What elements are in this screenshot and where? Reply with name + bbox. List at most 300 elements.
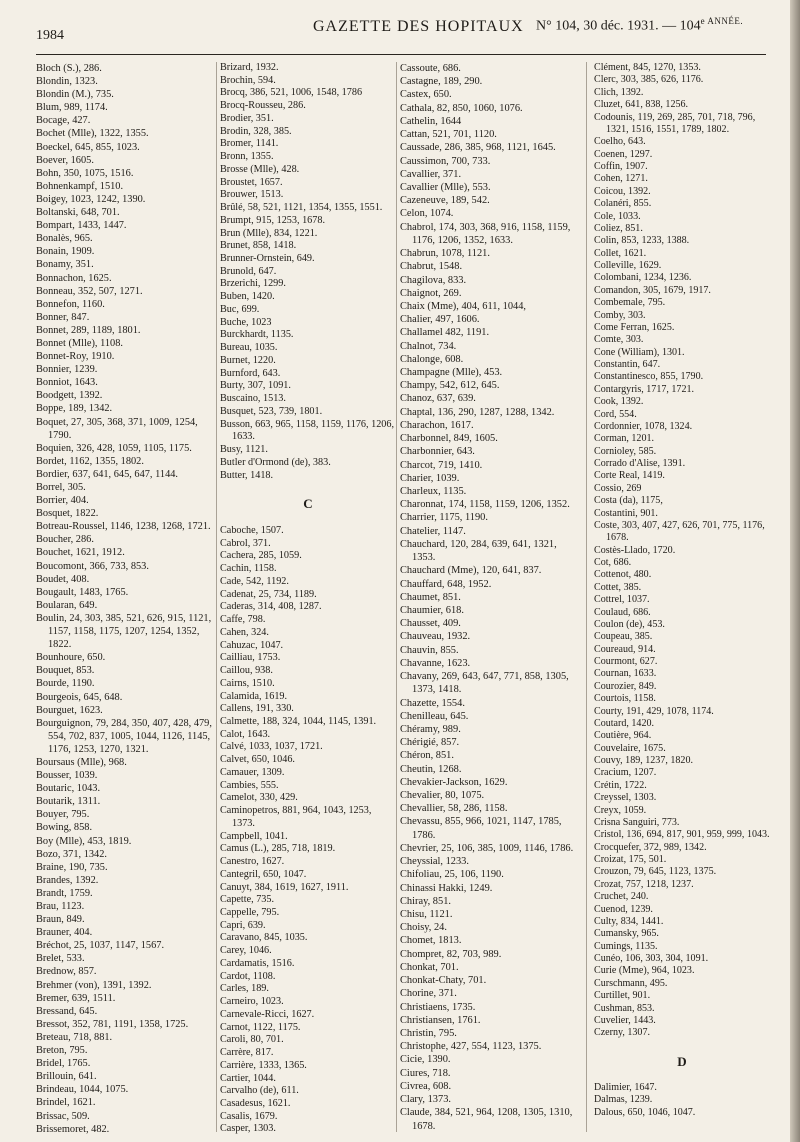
index-entry: Boucher, 286. [36,534,94,546]
index-entry: Caravano, 845, 1035. [220,932,308,944]
index-entry: Bousser, 1039. [36,770,98,782]
index-entry: Boever, 1605. [36,154,94,166]
index-entry: Bloch (S.), 286. [36,63,102,74]
index-entry: Borrel, 305. [36,482,86,493]
index-entry: Boutarik, 1311. [36,796,101,808]
annee-text: e ANNÉE. [700,16,744,26]
page-edge [790,0,800,1142]
index-entry: Casalis, 1679. [220,1110,278,1122]
index-entry: Bonnachon, 1625. [36,272,112,284]
index-entry: Crozat, 757, 1218, 1237. [594,878,694,890]
index-entry: Boudet, 408. [36,573,90,585]
index-entry: Bozo, 371, 1342. [36,848,107,860]
index-entry: Caderas, 314, 408, 1287. [220,601,322,613]
index-entry: Boltanski, 648, 701. [36,207,120,219]
index-entry: Burnet, 1220. [220,354,276,366]
index-entry: Bonneau, 352, 507, 1271. [36,285,143,297]
index-entry: Chompret, 82, 703, 989. [400,948,502,960]
index-entry: Chavanne, 1623. [400,657,471,669]
index-entry: Cot, 686. [594,557,632,568]
index-entry: Champy, 542, 612, 645. [400,380,500,392]
index-entry: Charier, 1039. [400,472,460,484]
index-entry: Chenilleau, 645. [400,710,469,722]
index-column-1 [36,62,216,1136]
index-entry: Chaignot, 269. [400,287,462,299]
index-entry: Chabrol, 174, 303, 368, 916, 1158, 1159, 1176, 1206, 1352, 1633. [400,221,571,246]
index-entry: Busquet, 523, 739, 1801. [220,405,323,417]
index-entry: Carey, 1046. [220,945,272,957]
index-entry: Cheutin, 1268. [400,763,462,775]
index-entry: Clerc, 303, 385, 626, 1176. [594,74,704,86]
index-entry: Contargyris, 1717, 1721. [594,383,695,395]
index-entry: Bonnet, 289, 1189, 1801. [36,324,141,336]
index-entry: Cathala, 82, 850, 1060, 1076. [400,102,523,114]
index-entry: Bouchet, 1621, 1912. [36,547,125,559]
index-entry: Bréchot, 25, 1037, 1147, 1567. [36,940,165,952]
index-entry: Brumpt, 915, 1253, 1678. [220,214,325,226]
index-entry: Cavallier (Mlle), 553. [400,181,491,193]
issue-text: N° 104, 30 déc. 1931. — 104 [536,18,701,34]
index-entry: Brissemoret, 482. [36,1123,110,1135]
index-entry: Cook, 1392. [594,396,644,408]
index-entry: Brodin, 328, 385. [220,125,292,137]
index-entry: Chatelier, 1147. [400,525,466,537]
index-entry: Chinassi Hakki, 1249. [400,882,493,894]
index-entry: Boutaric, 1043. [36,783,101,795]
index-entry: Cluzet, 641, 838, 1256. [594,99,689,111]
index-entry: Brocq-Rousseu, 286. [220,100,306,112]
index-column-4 [594,62,770,1119]
index-entry: Christophe, 427, 554, 1123, 1375. [400,1041,542,1053]
index-entry: Boquien, 326, 428, 1059, 1105, 1175. [36,442,192,454]
index-entry: Bridel, 1765. [36,1058,91,1070]
index-entry: Blondin, 1323. [36,76,98,88]
index-entry: Brissac, 509. [36,1110,90,1122]
index-entry: Cottenot, 480. [594,569,652,581]
index-entry: Crouzon, 79, 645, 1123, 1375. [594,866,717,878]
index-entry: Charbonnel, 849, 1605. [400,433,498,445]
index-entry: Chabrun, 1078, 1121. [400,248,490,260]
index-entry: Burty, 307, 1091. [220,380,291,392]
index-entry: Cartier, 1044. [220,1072,276,1084]
issue-info [536,16,743,35]
index-entry: Camus (L.), 285, 718, 1819. [220,843,336,855]
index-entry: Colanéri, 855. [594,198,652,210]
index-entry: Bohn, 350, 1075, 1516. [36,167,134,179]
index-entry: Celon, 1074. [400,208,454,220]
index-entry: Bosquet, 1822. [36,508,99,520]
index-entry: Cohen, 1271. [594,173,648,185]
index-column-3 [400,62,580,1133]
index-entry: Brednow, 857. [36,966,97,978]
index-entry: Chabrut, 1548. [400,261,463,273]
index-entry: Chifoliau, 25, 106, 1190. [400,869,504,881]
index-entry: Carneiro, 1023. [220,996,284,1008]
index-entry: Casper, 1303. [220,1123,276,1135]
index-entry: Capri, 639. [220,919,266,931]
index-entry: Cottet, 385. [594,581,642,593]
index-entry: Chausset, 409. [400,618,461,630]
index-entry: Braun, 849. [36,914,85,926]
index-entry: Dalous, 650, 1046, 1047. [594,1106,696,1118]
index-entry: Caroli, 80, 701. [220,1034,284,1046]
index-entry: Curie (Mme), 964, 1023. [594,965,695,977]
index-entry: Clary, 1373. [400,1094,451,1106]
index-entry: Calvet, 650, 1046. [220,754,295,766]
index-entry: Campbell, 1041. [220,830,288,842]
index-entry: Comby, 303. [594,309,646,321]
index-entry: Bougault, 1483, 1765. [36,586,129,598]
index-entry: Chaptal, 136, 290, 1287, 1288, 1342. [400,406,555,418]
index-entry: Camelot, 330, 429. [220,792,298,804]
index-entry: Brocq, 386, 521, 1006, 1548, 1786 [220,87,363,99]
index-entry: Bonalès, 965. [36,233,93,245]
index-entry: Bronn, 1355. [220,151,274,163]
index-entry: Charleux, 1135. [400,486,467,497]
index-entry: Cassoute, 686. [400,63,461,74]
index-entry: Bowing, 858. [36,822,93,834]
index-entry: Borrier, 404. [36,495,89,507]
index-entry: Bonain, 1909. [36,246,95,258]
index-entry: Chalnot, 734. [400,340,457,352]
index-entry: Carvalho (de), 611. [220,1085,299,1097]
index-entry: Chavany, 269, 643, 647, 771, 858, 1305, 1373, 1418. [400,671,569,696]
index-entry: Coulon (de), 453. [594,618,665,630]
index-entry: Coffin, 1907. [594,161,648,172]
index-entry: Courty, 191, 429, 1078, 1174. [594,705,714,717]
index-entry: Cottrel, 1037. [594,594,650,606]
index-entry: Cone (William), 1301. [594,346,685,358]
index-entry: Boulin, 24, 303, 385, 521, 626, 915, 1121, 1157, 1158, 1175, 1207, 1254, 1352, 1822. [36,612,212,651]
index-entry: Boursaus (Mlle), 968. [36,756,127,768]
index-entry: Brauner, 404. [36,927,93,939]
index-entry: Brunold, 647. [220,265,277,277]
index-entry: Charrier, 1175, 1190. [400,512,488,524]
index-entry: Boy (Mlle), 453, 1819. [36,835,132,847]
index-entry: Bohnenkampf, 1510. [36,180,124,192]
index-entry: Broustet, 1657. [220,176,283,188]
index-entry: Brandt, 1759. [36,887,93,899]
index-entry: Chauffard, 648, 1952. [400,578,492,590]
index-entry: Colleville, 1629. [594,260,662,271]
index-entry: Curtillet, 901. [594,990,651,1002]
index-entry: Christiansen, 1761. [400,1014,481,1026]
index-entry: Chonkat, 701. [400,961,459,973]
index-entry: Chiray, 851. [400,895,451,907]
index-entry: Cahuzac, 1047. [220,639,284,651]
index-entry: Bochet (Mlle), 1322, 1355. [36,128,149,140]
index-entry: Carles, 189. [220,983,269,995]
index-column-2 [220,62,396,1136]
index-entry: Castex, 650. [400,89,452,101]
index-entry: Buben, 1420. [220,291,275,303]
section-letter-heading: D [677,1053,687,1069]
index-entry: Cade, 542, 1192. [220,575,289,587]
index-entry: Costès-Llado, 1720. [594,544,676,556]
index-entry: Coelho, 643. [594,136,646,148]
index-entry: Charcot, 719, 1410. [400,459,483,471]
index-entry: Cristol, 136, 694, 817, 901, 959, 999, 1043. [594,829,770,841]
index-entry: Chagilova, 833. [400,274,467,286]
index-entry: Constantinesco, 855, 1790. [594,371,704,383]
index-entry: Coutière, 964. [594,730,652,742]
index-entry: Curschmann, 495. [594,977,668,989]
index-entry: Brizard, 1932. [220,62,279,73]
index-entry: Carrère, 817. [220,1047,274,1059]
index-entry: Cambies, 555. [220,779,279,791]
index-entry: Chauvin, 855. [400,644,459,656]
index-entry: Caussade, 286, 385, 968, 1121, 1645. [400,142,556,154]
index-entry: Bromer, 1141. [220,138,279,150]
index-entry: Botreau-Roussel, 1146, 1238, 1268, 1721. [36,521,211,533]
index-entry: Cairns, 1510. [220,677,275,689]
index-entry: Cheyssial, 1233. [400,856,469,868]
index-entry: Constantin, 647. [594,359,661,370]
index-entry: Chevrier, 25, 106, 385, 1009, 1146, 1786. [400,842,574,854]
index-entry: Charachon, 1617. [400,419,474,431]
index-entry: Chanoz, 637, 639. [400,393,476,405]
index-entry: Crétin, 1722. [594,779,647,791]
index-entry: Dalimier, 1647. [594,1082,657,1093]
index-entry: Cord, 554. [594,408,637,420]
index-entry: Callens, 191, 330. [220,703,294,715]
index-entry: Crocquefer, 372, 989, 1342. [594,841,707,853]
index-entry: Cumansky, 965. [594,928,659,940]
index-entry: Brandes, 1392. [36,874,99,886]
index-entry: Coulaud, 686. [594,606,651,618]
index-entry: Chéron, 851. [400,750,454,762]
index-entry: Couvelaire, 1675. [594,742,666,754]
index-entry: Canestro, 1627. [220,856,285,868]
index-entry: Coutard, 1420. [594,717,654,729]
index-entry: Brunner-Ornstein, 649. [220,253,315,265]
index-entry: Chisu, 1121. [400,909,453,920]
index-entry: Come Ferran, 1625. [594,321,675,333]
index-entry: Calot, 1643. [220,728,271,740]
index-entry: Coicou, 1392. [594,185,651,197]
index-entry: Busson, 663, 965, 1158, 1159, 1176, 1206, 1633. [220,418,395,443]
index-entry: Costa (da), 1175, [594,495,663,507]
index-entry: Bounhoure, 650. [36,652,106,664]
index-entry: Cuenod, 1239. [594,903,653,915]
index-entry: Brosse (Mlle), 428. [220,163,300,175]
index-entry: Creyx, 1059. [594,804,647,816]
index-entry: Cabrol, 371. [220,537,271,549]
index-entry: Cracium, 1207. [594,767,657,779]
index-entry: Boucomont, 366, 733, 853. [36,560,149,572]
index-entry: Brindel, 1621. [36,1097,96,1109]
index-entry: Brehmer (von), 1391, 1392. [36,979,152,991]
index-entry: Champagne (Mlle), 453. [400,367,503,379]
index-entry: Christiaens, 1735. [400,1001,476,1013]
index-entry: Cathelin, 1644 [400,115,462,127]
index-entry: Combemale, 795. [594,297,666,309]
index-entry: Brau, 1123. [36,901,85,912]
index-entry: Charbonnier, 643. [400,446,475,458]
index-entry: Challamel 482, 1191. [400,327,490,339]
index-entry: Boppe, 189, 1342. [36,403,113,415]
index-entry: Cailliau, 1753. [220,652,281,664]
index-entry: Brunet, 858, 1418. [220,240,297,252]
index-entry: Boquet, 27, 305, 368, 371, 1009, 1254, 1790. [36,416,198,441]
index-entry: Cushman, 853. [594,1002,655,1014]
index-entry: Camauer, 1309. [220,766,285,778]
index-entry: Cachin, 1158. [220,563,277,575]
index-entry: Cossio, 269 [594,482,642,494]
index-entry: Bonnet-Roy, 1910. [36,351,115,363]
index-entry: Bouyer, 795. [36,809,90,821]
index-entry: Cantegril, 650, 1047. [220,868,307,880]
index-entry: Breteau, 718, 881. [36,1031,113,1043]
index-entry: Chevassu, 855, 966, 1021, 1147, 1785, 1786. [400,816,562,841]
index-entry: Brodier, 351. [220,112,274,124]
index-entry: Corrado d'Alise, 1391. [594,458,686,469]
index-entry: Chorine, 371. [400,988,457,1000]
index-entry: Cole, 1033. [594,210,641,222]
index-entry: Charonnat, 174, 1158, 1159, 1206, 1352. [400,499,570,511]
index-entry: Blondin (M.), 735. [36,89,114,101]
index-entry: Butter, 1418. [220,469,274,481]
index-entry: Cicie, 1390. [400,1054,451,1066]
index-entry: Brindeau, 1044, 1075. [36,1084,129,1096]
running-header [36,14,766,44]
index-entry: Bompart, 1433, 1447. [36,220,127,232]
index-entry: Boeckel, 645, 855, 1023. [36,141,140,153]
index-entry: Coureaud, 914. [594,643,656,655]
index-entry: Chevallier, 58, 286, 1158. [400,803,508,815]
index-entry: Brun (Mlle), 834, 1221. [220,227,318,239]
column-divider [216,62,217,1132]
index-entry: Chalonge, 608. [400,353,464,365]
index-entry: Coliez, 851. [594,222,643,234]
index-entry: Brochin, 594. [220,74,276,86]
index-entry: Buscaino, 1513. [220,393,286,405]
index-entry: Coenen, 1297. [594,148,653,160]
index-entry: Cachera, 285, 1059. [220,550,302,562]
index-entry: Dalmas, 1239. [594,1094,653,1106]
index-entry: Boigey, 1023, 1242, 1390. [36,193,146,205]
index-entry: Carrière, 1333, 1365. [220,1059,307,1071]
index-entry: Codounis, 119, 269, 285, 701, 718, 796, 1321, 1516, 1551, 1789, 1802. [594,111,756,135]
index-entry: Civrea, 608. [400,1080,452,1092]
index-entry: Cruchet, 240. [594,891,649,903]
index-entry: Couvy, 189, 1237, 1820. [594,755,693,766]
index-entry: Chauchard, 120, 284, 639, 641, 1321, 1353. [400,538,557,564]
index-entry: Clich, 1392. [594,86,644,98]
index-entry: Cardamatis, 1516. [220,957,295,969]
index-entry: Colombani, 1234, 1236. [594,272,692,284]
index-entry: Bocage, 427. [36,115,91,127]
index-entry: Bressand, 645. [36,1005,98,1017]
index-entry: Cardot, 1108. [220,970,276,982]
index-entry: Boodgett, 1392. [36,390,103,402]
index-entry: Bordet, 1162, 1355, 1802. [36,455,144,467]
index-entry: Costantini, 901. [594,507,658,519]
index-entry: Cadenat, 25, 734, 1189. [220,588,317,600]
index-entry: Brouwer, 1513. [220,189,284,201]
index-entry: Cordonnier, 1078, 1324. [594,420,693,432]
index-entry: Chalier, 497, 1606. [400,314,480,326]
column-divider [396,62,397,1132]
index-entry: Brûlé, 58, 521, 1121, 1354, 1355, 1551. [220,202,383,214]
index-entry: Bourguignon, 79, 284, 350, 407, 428, 479, 554, 702, 837, 1005, 1044, 1126, 1145, 1176, 1253, 1270, 1321. [36,717,212,755]
index-entry: Chomet, 1813. [400,935,462,947]
index-entry: Corman, 1201. [594,433,654,445]
index-entry: Bressot, 352, 781, 1191, 1358, 1725. [36,1018,189,1030]
index-entry: Casadesus, 1621. [220,1098,291,1110]
index-entry: Colin, 853, 1233, 1388. [594,235,690,247]
index-entry: Chevakier-Jackson, 1629. [400,776,508,788]
index-entry: Choisy, 24. [400,922,447,934]
index-entry: Courtois, 1158. [594,693,656,705]
header-rule [36,54,766,55]
index-entry: Chérigié, 857. [400,737,460,749]
index-entry: Cunéo, 106, 303, 304, 1091. [594,953,709,964]
index-entry: Bonamy, 351. [36,259,94,271]
index-entry: Christin, 795. [400,1027,457,1039]
section-letter-heading: C [303,496,313,512]
index-entry: Burckhardt, 1135. [220,329,294,341]
page-number: 1984 [36,28,64,43]
index-entry: Butler d'Ormond (de), 383. [220,456,331,468]
index-entry: Calamida, 1619. [220,690,288,702]
index-entry: Chéramy, 989. [400,723,461,735]
index-entry: Caminopetros, 881, 964, 1043, 1253, 1373. [220,805,372,829]
index-entry: Chauveau, 1932. [400,631,471,643]
index-entry: Burnford, 643. [220,367,281,379]
index-entry: Coupeau, 385. [594,631,653,643]
column-divider [586,62,587,1132]
index-entry: Bourguet, 1623. [36,704,103,716]
index-entry: Cahen, 324. [220,626,269,638]
index-entry: Bourgeois, 645, 648. [36,691,123,703]
index-entry: Chaix (Mme), 404, 611, 1044, [400,300,527,312]
index-entry: Brzerichi, 1299. [220,278,286,290]
index-entry: Coste, 303, 407, 427, 626, 701, 775, 1176, 1678. [594,519,765,544]
index-entry: Crisna Sanguiri, 773. [594,816,680,828]
index-entry: Cuvelier, 1443. [594,1014,656,1026]
index-entry: Buc, 699. [220,303,260,315]
index-entry: Caillou, 938. [220,665,273,677]
index-entry: Cournan, 1633. [594,668,657,680]
index-entry: Castagne, 189, 290. [400,76,483,88]
index-entry: Cappelle, 795. [220,907,280,918]
index-entry: Canuyt, 384, 1619, 1627, 1911. [220,881,349,893]
index-entry: Bonnefon, 1160. [36,298,105,310]
index-entry: Comandon, 305, 1679, 1917. [594,284,711,296]
index-entry: Collet, 1621. [594,247,647,259]
index-entry: Chazette, 1554. [400,697,465,709]
index-entry: Calvé, 1033, 1037, 1721. [220,741,323,753]
index-entry: Chonkat-Chaty, 701. [400,975,487,987]
index-entry: Caussimon, 700, 733. [400,155,491,167]
index-entry: Bonnier, 1239. [36,364,98,376]
index-entry: Buche, 1023 [220,316,272,328]
index-entry: Corte Real, 1419. [594,470,665,482]
index-entry: Carnot, 1122, 1175. [220,1021,301,1033]
index-entry: Calmette, 188, 324, 1044, 1145, 1391. [220,715,377,727]
index-entry: Capette, 735. [220,894,275,906]
index-entry: Caffe, 798. [220,614,266,626]
index-entry: Cattan, 521, 701, 1120. [400,129,497,141]
index-entry: Bouquet, 853. [36,665,95,677]
index-entry: Courmont, 627. [594,656,658,667]
index-entry: Claude, 384, 521, 964, 1208, 1305, 1310, 1678. [400,1107,573,1132]
index-entry: Breton, 795. [36,1045,88,1057]
index-entry: Bonner, 847. [36,311,90,323]
index-entry: Chevalier, 80, 1075. [400,790,485,802]
index-entry: Brillouin, 641. [36,1071,97,1083]
